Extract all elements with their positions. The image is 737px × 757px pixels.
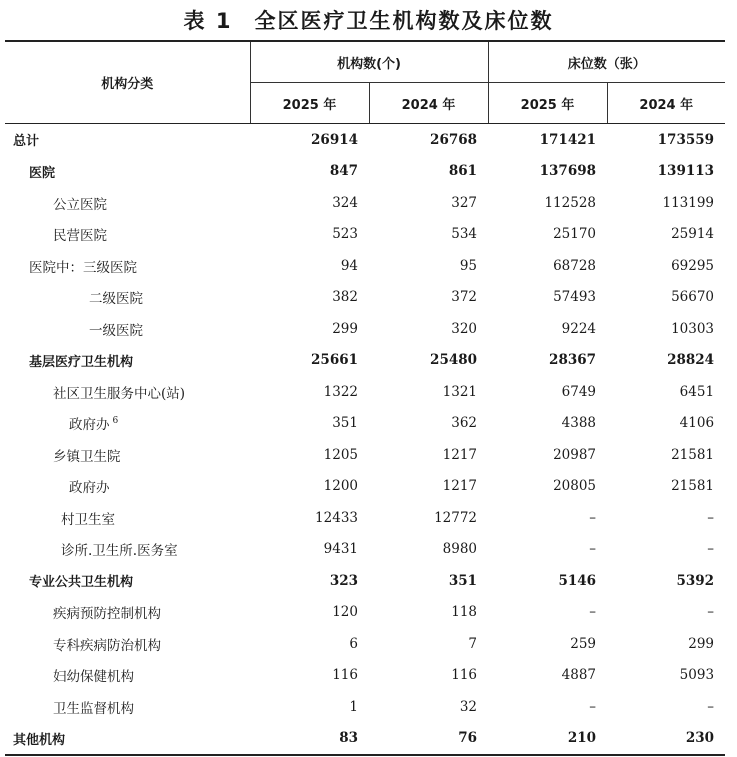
header-beds: 床位数（张）: [488, 41, 725, 83]
row-label: 专业公共卫生机构: [29, 575, 134, 591]
table-row: [5, 124, 725, 156]
header-institutions: 机构数(个): [250, 41, 488, 83]
row-label: 一级医院: [89, 322, 143, 339]
cell-value: –: [589, 698, 597, 715]
cell-value: 1205: [323, 446, 358, 463]
cell-value: 112528: [544, 194, 597, 211]
footnote-marker: 6: [112, 416, 119, 427]
row-label: 卫生监督机构: [53, 700, 134, 717]
cell-value: 534: [451, 226, 478, 243]
row-label: [5, 408, 250, 440]
cell-value: 5392: [676, 572, 715, 589]
cell-value: 210: [488, 723, 607, 756]
cell-value: 94: [340, 257, 358, 274]
cell-value: 6451: [679, 383, 715, 400]
cell-value: 351: [448, 572, 478, 589]
header-beds-year-a: 2025 年: [488, 83, 607, 124]
row-label: 诊所.卫生所.医务室: [61, 543, 178, 560]
cell-value: 28824: [667, 352, 715, 369]
cell-value: 372: [451, 289, 478, 306]
table-header: [5, 41, 725, 124]
cell-value: –: [707, 698, 715, 715]
table-row: [5, 282, 725, 314]
cell-value: 118: [451, 604, 478, 621]
cell-value: 10303: [671, 320, 715, 337]
cell-value: 323: [329, 572, 358, 589]
cell-value: 4887: [561, 667, 597, 684]
row-label: 其他机构: [5, 723, 250, 756]
cell-value: –: [707, 541, 715, 558]
cell-value: 116: [332, 667, 358, 684]
cell-value: 12772: [434, 509, 478, 526]
cell-value: 137698: [539, 163, 597, 180]
table-row: [5, 187, 725, 219]
cell-value: –: [589, 604, 597, 621]
cell-value: –: [589, 509, 597, 526]
cell-value: 8980: [442, 541, 478, 558]
table-row: [5, 534, 725, 566]
cell-value: 5093: [679, 667, 715, 684]
cell-value: 6: [349, 635, 358, 652]
cell-value: 25914: [671, 226, 715, 243]
cell-value: 230: [607, 723, 725, 756]
cell-value: 26914: [311, 131, 358, 148]
table-row: [5, 723, 725, 756]
table-row: [5, 219, 725, 251]
row-label: 总计: [13, 134, 40, 150]
cell-value: 21581: [671, 446, 715, 463]
cell-value: 327: [451, 194, 478, 211]
cell-value: 57493: [553, 289, 597, 306]
cell-value: 120: [332, 604, 358, 621]
cell-value: 362: [451, 415, 478, 432]
table-row: [5, 502, 725, 534]
cell-value: 20987: [553, 446, 597, 463]
cell-value: 1200: [323, 478, 358, 495]
table-row: [5, 345, 725, 377]
cell-value: 5146: [558, 572, 597, 589]
cell-value: 116: [451, 667, 478, 684]
cell-value: 4106: [679, 415, 715, 432]
cell-value: 1217: [442, 478, 478, 495]
cell-value: 259: [570, 635, 597, 652]
cell-value: 113199: [662, 194, 715, 211]
cell-value: 25661: [311, 352, 358, 369]
cell-value: 4388: [561, 415, 597, 432]
cell-value: 9224: [561, 320, 597, 337]
cell-value: 1321: [442, 383, 478, 400]
header-inst-year-a: 2025 年: [250, 83, 369, 124]
row-label: 医院: [29, 165, 56, 181]
table-row: [5, 439, 725, 471]
cell-value: 83: [250, 723, 369, 756]
row-label-text: 政府办: [69, 417, 110, 434]
cell-value: 76: [369, 723, 488, 756]
table-row: [5, 660, 725, 692]
cell-value: 6749: [561, 383, 597, 400]
table-row: [5, 156, 725, 188]
row-label: 医院中：三级医院: [29, 259, 137, 276]
cell-value: 523: [332, 226, 358, 243]
table-row: [5, 628, 725, 660]
cell-value: 56670: [671, 289, 715, 306]
cell-value: 1: [349, 698, 358, 715]
cell-value: 173559: [657, 131, 715, 148]
cell-value: 139113: [657, 163, 715, 180]
header-inst-year-b: 2024 年: [369, 83, 488, 124]
table-number: 表 1: [183, 9, 233, 33]
table-row: [5, 565, 725, 597]
cell-value: 382: [332, 289, 358, 306]
cell-value: 861: [448, 163, 478, 180]
row-label: 二级医院: [89, 291, 143, 308]
table-row: [5, 691, 725, 723]
cell-value: 320: [451, 320, 478, 337]
header-category: 机构分类: [5, 41, 250, 124]
cell-value: 21581: [671, 478, 715, 495]
table-row: [5, 597, 725, 629]
cell-value: 95: [459, 257, 478, 274]
cell-value: 69295: [671, 257, 715, 274]
table-body: [5, 124, 725, 756]
cell-value: 7: [468, 635, 478, 652]
table-row: [5, 471, 725, 503]
row-label: 妇幼保健机构: [53, 669, 134, 686]
cell-value: 25480: [430, 352, 478, 369]
cell-value: 1322: [323, 383, 358, 400]
row-label: 村卫生室: [61, 511, 115, 528]
cell-value: –: [707, 509, 715, 526]
table-row: [5, 313, 725, 345]
cell-value: 324: [332, 194, 358, 211]
table-row: [5, 376, 725, 408]
cell-value: 1217: [442, 446, 478, 463]
cell-value: 351: [332, 415, 358, 432]
table-row: [5, 250, 725, 282]
cell-value: 26768: [430, 131, 478, 148]
cell-value: 299: [332, 320, 358, 337]
row-label: 基层医疗卫生机构: [29, 354, 134, 370]
table-caption: 全区医疗卫生机构数及床位数: [254, 9, 554, 33]
table-title: [0, 6, 737, 36]
row-label: 乡镇卫生院: [53, 448, 121, 465]
cell-value: 25170: [553, 226, 597, 243]
cell-value: –: [707, 604, 715, 621]
row-label: 社区卫生服务中心(站): [53, 385, 186, 402]
cell-value: 299: [688, 635, 715, 652]
row-label: 专科疾病防治机构: [53, 637, 161, 654]
cell-value: 12433: [315, 509, 358, 526]
cell-value: 28367: [549, 352, 597, 369]
row-label: 公立医院: [53, 196, 107, 213]
cell-value: 68728: [553, 257, 597, 274]
cell-value: 847: [329, 163, 358, 180]
row-label: 政府办: [69, 480, 110, 497]
row-label: 民营医院: [53, 228, 107, 245]
cell-value: 9431: [323, 541, 358, 558]
cell-value: –: [589, 541, 597, 558]
statistics-table: [5, 40, 725, 756]
row-label: 疾病预防控制机构: [53, 606, 161, 623]
header-beds-year-b: 2024 年: [607, 83, 725, 124]
cell-value: 32: [459, 698, 478, 715]
cell-value: 20805: [553, 478, 597, 495]
table-row: [5, 408, 725, 440]
cell-value: 171421: [539, 131, 597, 148]
